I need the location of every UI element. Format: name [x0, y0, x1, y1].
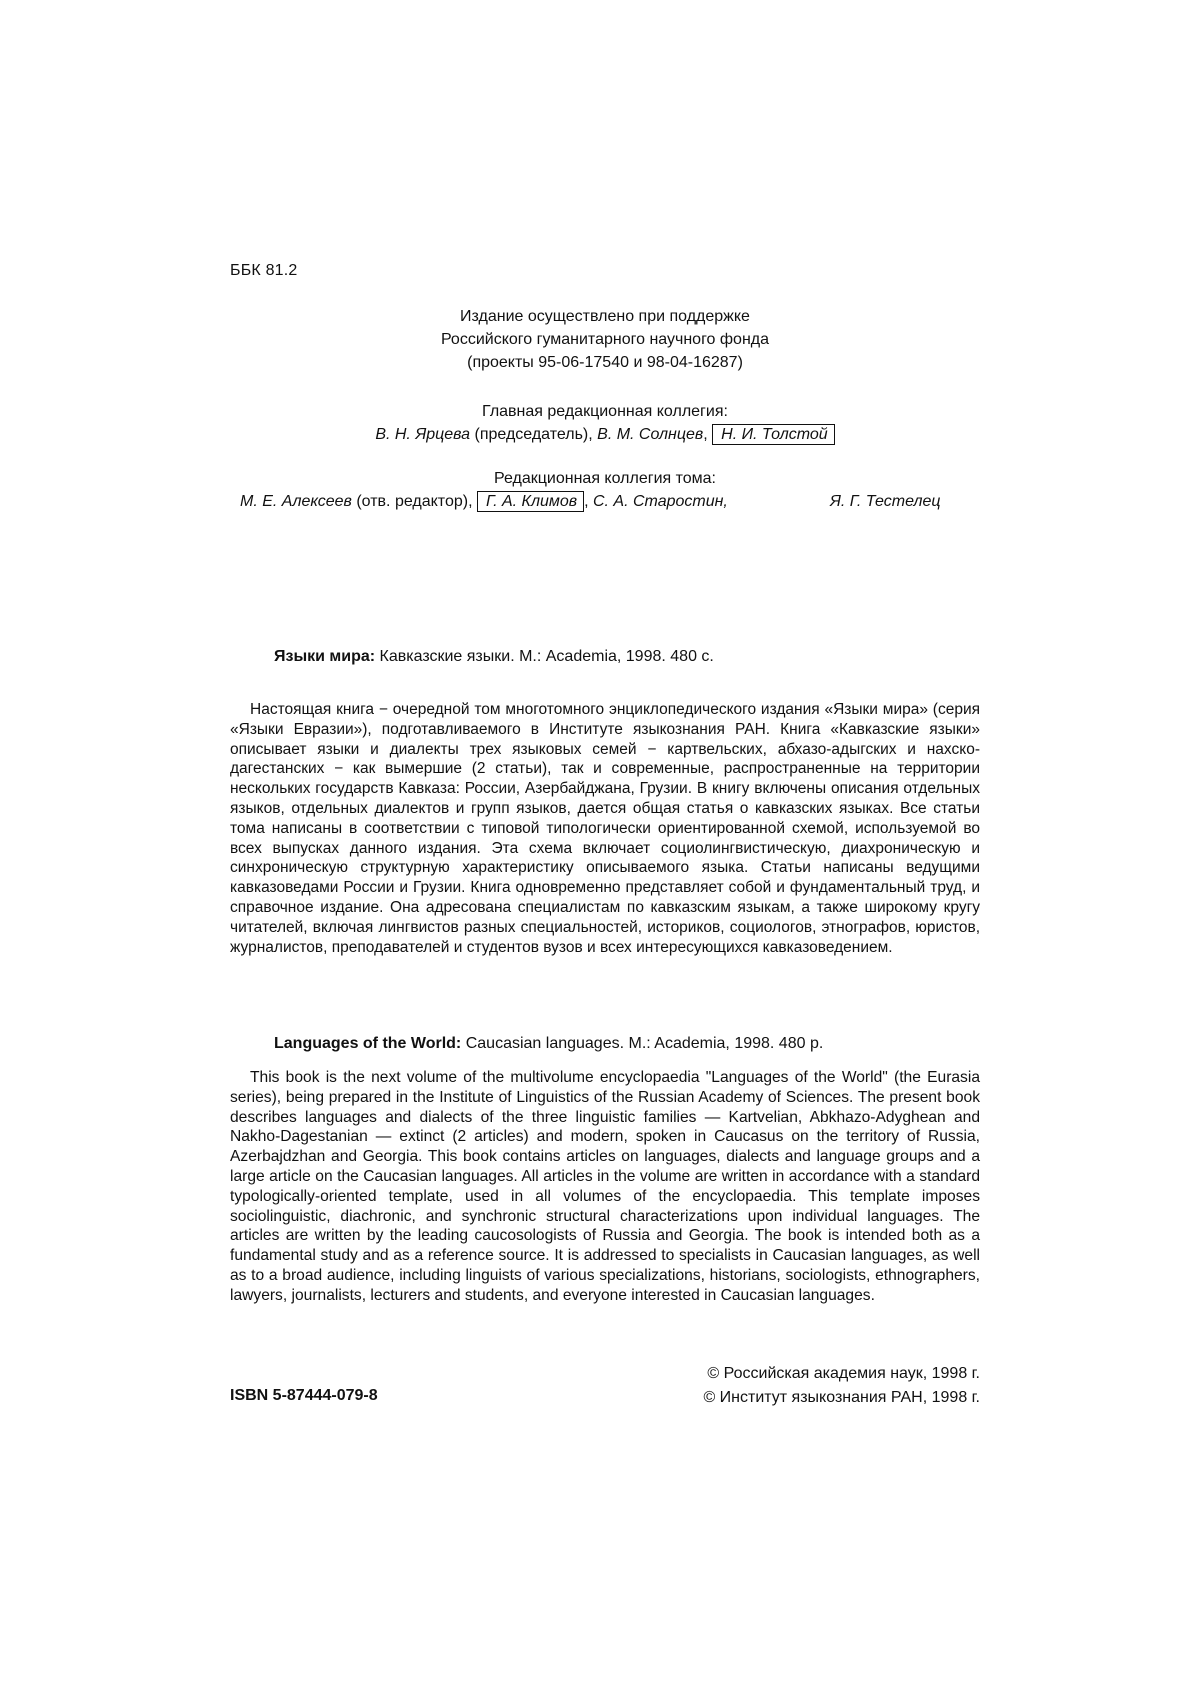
board-member: С. А. Старостин,: [592, 493, 728, 510]
abstract-english: This book is the next volume of the multivolume encyclopaedia "Languages of the World" (the Eurasia series), being prepared in the Institute of Linguistics of the Russian Academy of Sciences. The present book describes languages and dialects of the three linguistic families — Kartvelian, Abkhazo-Adyghean and Nakho-Dagestanian — extinct (2 articles) and modern, spoken in Caucasus on the territory of Russia, Azerbajdzhan and Georgia. This book contains articles on languages, dialects and language groups and a large article on the Caucasian languages. All articles in the volume are written in accordance with a standard typologically-oriented template, used in all volumes of the encyclopaedia. This template imposes sociolinguistic, diachronic, and synchronic structural characterizations upon individual languages. The articles are written by the leading caucosologists of Russia and Georgia. The book is intended both as a fundamental study and as a reference source. It is addressed to specialists in Caucasian languages, as well as to a broad audience, including linguists of various specializations, historians, sociologists, ethnographers, lawyers, journalists, lecturers and students, and everyone interested in Caucasian languages.: [230, 1069, 980, 1304]
bbk-code: ББК 81.2: [230, 262, 298, 279]
volume-editorial-board: [240, 490, 960, 514]
board-member-deceased-frame: Н. И. Толстой: [712, 424, 835, 445]
copyright-line: © Институт языкознания РАН, 1998 г.: [703, 1389, 980, 1406]
copyright-block: [600, 1362, 980, 1410]
citation-english: [274, 1035, 823, 1053]
main-board-heading: Главная редакционная коллегия:: [482, 403, 728, 420]
funding-line: (проекты 95-06-17540 и 98-04-16287): [467, 354, 743, 371]
funding-note: [230, 305, 980, 374]
abstract-russian: Настоящая книга − очередной том многотомного энциклопедического издания «Языки мира» (серия «Языки Евразии»), подготавливаемого в Институте языкознания РАН. Книга «Кавказские языки» описывает языки и диалекты трех языковых семей − картвельских, абхазо-адыгских и нахско-дагестанских − как вымершие (2 статьи), так и современные, распространенные на территории нескольких государств Кавказа: России, Азербайджана, Грузии. В книгу включены описания отдельных языков, отдельных диалектов и групп языков, дается общая статья о кавказских языках. Все статьи тома написаны в соответствии с типовой типологически ориентированной схемой, используемой во всех выпусках данного издания. Эта схема включает социолингвистическую, диахроническую и синхроническую структурную характеристику описываемого языка. Статьи написаны ведущими кавказоведами России и Грузии. Книга одновременно представляет собой и фундаментальный труд, и справочное издание. Она адресована специалистам по кавказским языкам, а также широкому кругу читателей, включая лингвистов разных специальностей, историков, социологов, этнографов, юристов, журналистов, преподавателей и студентов вузов и всех интересующихся кавказоведением.: [230, 701, 980, 956]
series-title: Languages of the World:: [274, 1035, 462, 1052]
copyright-line: © Российская академия наук, 1998 г.: [707, 1365, 980, 1382]
main-board-members: [230, 423, 980, 446]
series-title: Языки мира:: [274, 648, 376, 665]
citation-details: Кавказские языки. М.: Academia, 1998. 480 с.: [375, 648, 714, 665]
board-member-deceased-frame: Г. А. Климов: [477, 491, 584, 512]
board-member: М. Е. Алексеев: [240, 493, 352, 510]
funding-line: Российского гуманитарного научного фонда: [440, 331, 770, 348]
board-member: В. Н. Ярцева: [375, 426, 471, 443]
board-member: В. М. Солнцев: [597, 426, 704, 443]
board-member: Я. Г. Тестелец: [830, 493, 941, 510]
main-editorial-board: [230, 400, 980, 446]
separator: ,: [584, 493, 593, 510]
citation-details: Caucasian languages. M.: Academia, 1998. 480 p.: [461, 1035, 824, 1052]
citation-russian: [274, 648, 714, 666]
isbn: ISBN 5-87444-079-8: [230, 1387, 378, 1404]
board-member-role: (председатель),: [470, 426, 598, 443]
separator: ,: [703, 426, 713, 443]
volume-board-heading: Редакционная коллегия тома:: [494, 470, 716, 487]
funding-line: Издание осуществлено при поддержке: [460, 308, 750, 325]
board-member-role: (отв. редактор),: [351, 493, 477, 510]
